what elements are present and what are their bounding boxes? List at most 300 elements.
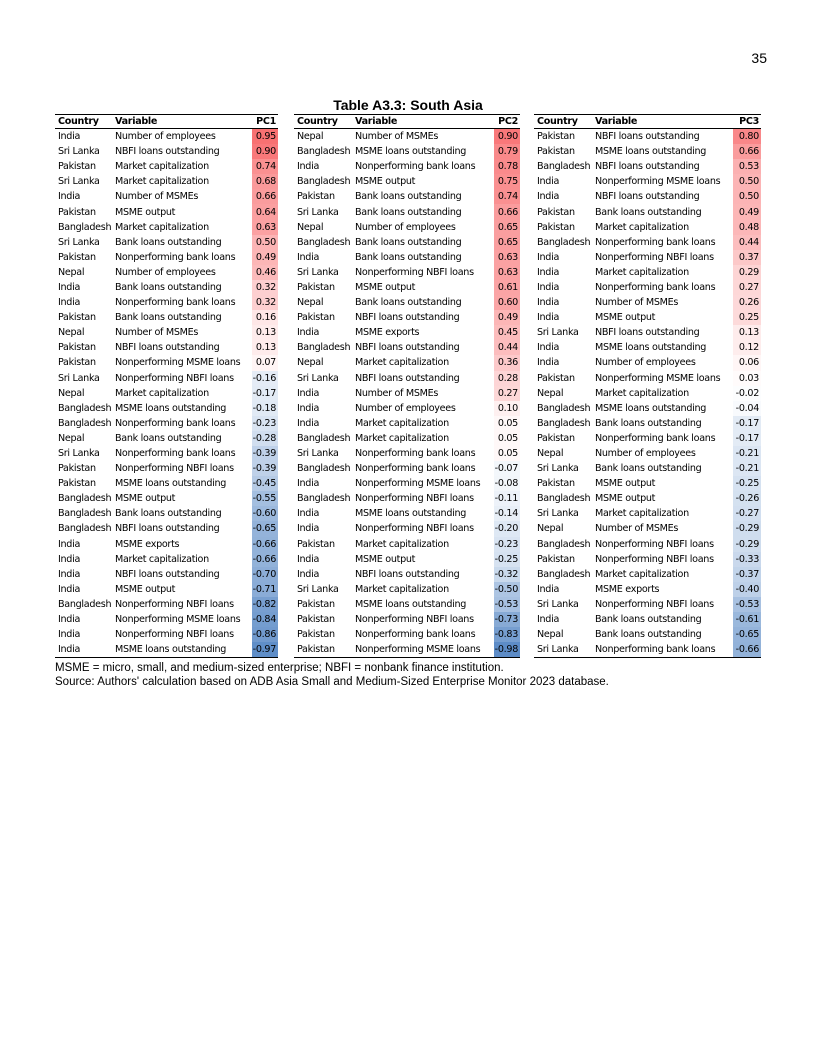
loading-value-cell: 0.28 <box>494 371 520 386</box>
variable-cell: NBFI loans outstanding <box>355 568 460 580</box>
table-row <box>294 552 520 567</box>
loading-value-cell: 0.49 <box>494 310 520 325</box>
loading-value-cell: 0.13 <box>252 325 278 340</box>
variable-cell: Market capitalization <box>595 221 689 233</box>
country-cell: India <box>297 553 320 565</box>
country-cell: Bangladesh <box>537 493 591 505</box>
loading-value-cell: -0.71 <box>252 582 278 597</box>
loading-value-cell: 0.63 <box>494 265 520 280</box>
table-row <box>294 295 520 310</box>
country-cell: Pakistan <box>58 478 96 490</box>
country-cell: Nepal <box>58 327 85 339</box>
loading-value-cell: 0.74 <box>494 189 520 204</box>
loading-value-cell: 0.27 <box>733 280 761 295</box>
variable-cell: Nonperforming NBFI loans <box>595 538 714 550</box>
variable-cell: Market capitalization <box>355 417 449 429</box>
country-cell: India <box>58 568 81 580</box>
loading-value-cell: -0.39 <box>252 446 278 461</box>
table-row <box>534 401 761 416</box>
table-row <box>534 371 761 386</box>
variable-cell: NBFI loans outstanding <box>115 523 220 535</box>
loading-value-cell: -0.17 <box>733 431 761 446</box>
table-row <box>55 642 278 658</box>
loading-value-cell: -0.50 <box>494 582 520 597</box>
variable-cell: MSME loans outstanding <box>595 146 707 158</box>
country-cell: Sri Lanka <box>58 372 100 384</box>
loading-value-cell: 0.75 <box>494 174 520 189</box>
country-cell: Nepal <box>537 523 564 535</box>
country-cell: Sri Lanka <box>537 327 579 339</box>
country-cell: India <box>537 312 560 324</box>
variable-cell: NBFI loans outstanding <box>115 342 220 354</box>
table-row <box>534 506 761 521</box>
table-row <box>55 159 278 174</box>
variable-cell: NBFI loans outstanding <box>115 146 220 158</box>
table-row <box>55 506 278 521</box>
table-row <box>534 144 761 159</box>
loading-value-cell: 0.66 <box>494 204 520 219</box>
variable-cell: Nonperforming bank loans <box>595 281 716 293</box>
country-cell: Sri Lanka <box>537 463 579 475</box>
table-row <box>294 280 520 295</box>
table-row <box>534 582 761 597</box>
table-row <box>294 491 520 506</box>
country-cell: India <box>537 266 560 278</box>
variable-cell: Nonperforming bank loans <box>115 448 236 460</box>
variable-cell: MSME loans outstanding <box>355 598 467 610</box>
table-row <box>534 461 761 476</box>
table-row <box>294 446 520 461</box>
variable-cell: MSME output <box>115 583 176 595</box>
table-row <box>294 612 520 627</box>
country-cell: Pakistan <box>537 206 575 218</box>
country-cell: Pakistan <box>297 598 335 610</box>
variable-cell: Market capitalization <box>355 432 449 444</box>
table-row <box>55 355 278 370</box>
variable-cell: Nonperforming bank loans <box>592 642 733 658</box>
country-cell: India <box>537 191 560 203</box>
variable-cell: Number of employees <box>115 266 216 278</box>
country-cell: India <box>58 583 81 595</box>
variable-cell: MSME output <box>595 493 656 505</box>
country-cell: India <box>537 176 560 188</box>
variable-cell: MSME exports <box>595 583 660 595</box>
variable-cell: Market capitalization <box>115 387 209 399</box>
pc2-loadings-table <box>294 114 520 658</box>
loading-value-cell: -0.25 <box>494 552 520 567</box>
country-cell: Pakistan <box>297 629 335 641</box>
loading-value-cell: -0.40 <box>733 582 761 597</box>
variable-cell: Nonperforming NBFI loans <box>595 251 714 263</box>
variable-cell: NBFI loans outstanding <box>595 161 700 173</box>
variable-cell: Market capitalization <box>355 357 449 369</box>
variable-cell: Number of MSMEs <box>115 327 199 339</box>
country-cell: Sri Lanka <box>58 176 100 188</box>
table-row <box>294 582 520 597</box>
loading-value-cell: -0.86 <box>252 627 278 642</box>
table-row <box>55 144 278 159</box>
loading-value-cell: -0.28 <box>252 431 278 446</box>
country-cell: India <box>297 327 320 339</box>
table-row <box>55 521 278 536</box>
country-cell: Bangladesh <box>537 417 591 429</box>
country-cell: India <box>297 523 320 535</box>
table-row <box>294 627 520 642</box>
loading-value-cell: -0.21 <box>733 446 761 461</box>
variable-cell: Nonperforming NBFI loans <box>115 598 234 610</box>
variable-cell: Number of MSMEs <box>595 523 679 535</box>
table-row <box>534 431 761 446</box>
variable-cell: MSME exports <box>115 538 180 550</box>
loading-value-cell: -0.98 <box>494 642 520 658</box>
country-cell: Pakistan <box>297 281 335 293</box>
variable-cell: MSME loans outstanding <box>355 508 467 520</box>
country-cell: Nepal <box>537 629 564 641</box>
loading-value-cell: 0.78 <box>494 159 520 174</box>
table-row <box>55 446 278 461</box>
variable-cell: Nonperforming MSME loans <box>595 176 721 188</box>
country-cell: Bangladesh <box>58 508 112 520</box>
country-cell: India <box>58 281 81 293</box>
country-cell: Nepal <box>58 266 85 278</box>
variable-cell: Nonperforming bank loans <box>355 463 476 475</box>
country-cell: Nepal <box>297 297 324 309</box>
loading-value-cell: 0.65 <box>494 220 520 235</box>
country-header: Country <box>55 115 112 129</box>
country-cell: Sri Lanka <box>58 236 100 248</box>
variable-cell: NBFI loans outstanding <box>595 327 700 339</box>
variable-cell: Nonperforming NBFI loans <box>115 372 234 384</box>
pc1-loadings-table <box>55 114 278 658</box>
table-row <box>55 582 278 597</box>
table-row <box>294 506 520 521</box>
loading-value-cell: 0.37 <box>733 250 761 265</box>
variable-cell: Nonperforming MSME loans <box>595 372 721 384</box>
table-row <box>55 567 278 582</box>
table-row <box>55 537 278 552</box>
variable-cell: Bank loans outstanding <box>115 236 222 248</box>
variable-cell: Nonperforming NBFI loans <box>355 266 474 278</box>
table-row <box>294 371 520 386</box>
loading-value-cell: 0.06 <box>733 355 761 370</box>
loading-value-cell: 0.45 <box>494 325 520 340</box>
table-row <box>55 250 278 265</box>
table-row <box>55 416 278 431</box>
loading-value-cell: 0.61 <box>494 280 520 295</box>
country-cell: Bangladesh <box>537 161 591 173</box>
country-cell: India <box>58 297 81 309</box>
country-cell: Bangladesh <box>58 493 112 505</box>
country-cell: Sri Lanka <box>534 642 592 658</box>
loading-value-cell: 0.32 <box>252 295 278 310</box>
table-row <box>55 386 278 401</box>
country-cell: Pakistan <box>294 642 352 658</box>
variable-cell: Nonperforming NBFI loans <box>355 493 474 505</box>
variable-cell: Nonperforming bank loans <box>115 251 236 263</box>
loading-value-cell: -0.37 <box>733 567 761 582</box>
variable-cell: Nonperforming bank loans <box>115 417 236 429</box>
country-cell: India <box>537 281 560 293</box>
variable-cell: Nonperforming MSME loans <box>115 614 241 626</box>
loading-value-cell: -0.32 <box>494 567 520 582</box>
variable-cell: Nonperforming NBFI loans <box>115 629 234 641</box>
country-cell: Pakistan <box>58 161 96 173</box>
table-row <box>534 340 761 355</box>
variable-cell: Bank loans outstanding <box>595 463 702 475</box>
loading-value-cell: -0.02 <box>733 386 761 401</box>
table-row <box>534 250 761 265</box>
loading-value-cell: -0.60 <box>252 506 278 521</box>
table-title: Table A3.3: South Asia <box>333 97 483 113</box>
country-cell: India <box>297 508 320 520</box>
variable-cell: Bank loans outstanding <box>595 629 702 641</box>
table-row <box>294 174 520 189</box>
country-cell: Bangladesh <box>537 538 591 550</box>
table-row <box>294 537 520 552</box>
country-cell: Sri Lanka <box>58 146 100 158</box>
table-row <box>55 552 278 567</box>
variable-cell: Nonperforming NBFI loans <box>355 614 474 626</box>
loading-value-cell: -0.66 <box>252 552 278 567</box>
table-row <box>55 597 278 612</box>
loading-value-cell: -0.20 <box>494 521 520 536</box>
country-cell: Bangladesh <box>297 463 351 475</box>
loading-value-cell: -0.29 <box>733 537 761 552</box>
table-row <box>294 159 520 174</box>
loading-value-cell: -0.84 <box>252 612 278 627</box>
table-row <box>55 129 278 145</box>
loading-value-cell: 0.46 <box>252 265 278 280</box>
variable-cell: Bank loans outstanding <box>595 614 702 626</box>
country-cell: Pakistan <box>537 221 575 233</box>
country-cell: India <box>55 642 112 658</box>
country-cell: Pakistan <box>537 478 575 490</box>
table-row <box>294 476 520 491</box>
table-notes <box>55 661 609 689</box>
table-row <box>534 159 761 174</box>
table-row <box>294 597 520 612</box>
table-row <box>55 204 278 219</box>
country-cell: India <box>537 342 560 354</box>
variable-cell: MSME loans outstanding <box>115 478 227 490</box>
variable-cell: Nonperforming bank loans <box>115 297 236 309</box>
country-cell: Bangladesh <box>58 417 112 429</box>
country-cell: Nepal <box>58 432 85 444</box>
table-row <box>534 416 761 431</box>
variable-cell: Nonperforming NBFI loans <box>355 523 474 535</box>
table-row <box>534 220 761 235</box>
loading-value-cell: 0.07 <box>252 355 278 370</box>
country-cell: Nepal <box>297 221 324 233</box>
loading-value-cell: 0.74 <box>252 159 278 174</box>
loading-value-cell: 0.10 <box>494 401 520 416</box>
loading-value-cell: -0.53 <box>494 597 520 612</box>
table-row <box>55 461 278 476</box>
table-row <box>294 189 520 204</box>
loading-value-cell: -0.04 <box>733 401 761 416</box>
variable-cell: Number of MSMEs <box>355 387 439 399</box>
loading-value-cell: -0.23 <box>252 416 278 431</box>
table-row <box>294 386 520 401</box>
table-row <box>294 220 520 235</box>
country-cell: Pakistan <box>537 432 575 444</box>
loading-value-cell: 0.49 <box>733 204 761 219</box>
table-row <box>534 491 761 506</box>
loading-value-cell: 0.03 <box>733 371 761 386</box>
country-cell: India <box>537 357 560 369</box>
loading-value-cell: 0.53 <box>733 159 761 174</box>
variable-cell: NBFI loans outstanding <box>115 568 220 580</box>
loading-value-cell: 0.26 <box>733 295 761 310</box>
loading-value-cell: -0.17 <box>252 386 278 401</box>
country-cell: India <box>297 568 320 580</box>
country-cell: Nepal <box>537 448 564 460</box>
country-cell: Pakistan <box>297 191 335 203</box>
table-row <box>534 642 761 658</box>
country-cell: Pakistan <box>297 614 335 626</box>
country-cell: India <box>58 614 81 626</box>
loading-value-cell: -0.18 <box>252 401 278 416</box>
table-row <box>534 597 761 612</box>
loading-value-cell: 0.48 <box>733 220 761 235</box>
variable-cell: MSME loans outstanding <box>355 146 467 158</box>
table-row <box>55 174 278 189</box>
table-row <box>534 627 761 642</box>
country-cell: Pakistan <box>537 146 575 158</box>
country-cell: Bangladesh <box>537 402 591 414</box>
loading-value-cell: -0.73 <box>494 612 520 627</box>
table-row <box>534 129 761 145</box>
country-cell: Nepal <box>297 357 324 369</box>
country-cell: Pakistan <box>537 131 575 143</box>
country-cell: Bangladesh <box>58 598 112 610</box>
table-row <box>55 431 278 446</box>
variable-cell: Nonperforming bank loans <box>355 448 476 460</box>
loading-value-cell: 0.66 <box>252 189 278 204</box>
variable-cell: Market capitalization <box>595 568 689 580</box>
loading-value-cell: 0.50 <box>252 235 278 250</box>
table-row <box>294 567 520 582</box>
country-header: Country <box>294 115 352 129</box>
country-cell: Bangladesh <box>297 493 351 505</box>
variable-cell: Nonperforming bank loans <box>355 629 476 641</box>
loading-value-cell: 0.25 <box>733 310 761 325</box>
variable-cell: MSME output <box>115 206 176 218</box>
country-cell: Sri Lanka <box>58 448 100 460</box>
loading-value-cell: 0.05 <box>494 431 520 446</box>
loading-value-cell: -0.11 <box>494 491 520 506</box>
abbreviations-note: MSME = micro, small, and medium-sized enterprise; NBFI = nonbank finance institution. <box>55 662 504 674</box>
variable-cell: Number of MSMEs <box>595 297 679 309</box>
variable-cell: Number of employees <box>355 402 456 414</box>
table-row <box>294 431 520 446</box>
table-row <box>534 310 761 325</box>
loading-value-cell: 0.66 <box>733 144 761 159</box>
variable-cell: Market capitalization <box>595 266 689 278</box>
country-cell: Sri Lanka <box>297 372 339 384</box>
table-row <box>534 355 761 370</box>
table-row <box>55 265 278 280</box>
variable-cell: Nonperforming bank loans <box>595 236 716 248</box>
table-row <box>534 552 761 567</box>
table-row <box>294 461 520 476</box>
country-cell: Nepal <box>537 387 564 399</box>
variable-cell: Nonperforming NBFI loans <box>595 553 714 565</box>
loading-value-cell: -0.83 <box>494 627 520 642</box>
variable-cell: Market capitalization <box>595 387 689 399</box>
variable-cell: Bank loans outstanding <box>595 417 702 429</box>
loading-value-cell: -0.61 <box>733 612 761 627</box>
country-cell: Bangladesh <box>58 402 112 414</box>
loading-value-cell: 0.49 <box>252 250 278 265</box>
country-cell: Bangladesh <box>58 523 112 535</box>
country-cell: India <box>58 629 81 641</box>
table-row <box>534 325 761 340</box>
loading-header: PC3 <box>733 115 761 129</box>
table-row <box>55 220 278 235</box>
loading-value-cell: -0.21 <box>733 461 761 476</box>
table-row <box>294 325 520 340</box>
table-row <box>534 265 761 280</box>
table-row <box>55 310 278 325</box>
variable-cell: Number of employees <box>115 131 216 143</box>
loading-value-cell: 0.63 <box>494 250 520 265</box>
country-cell: Bangladesh <box>297 236 351 248</box>
loading-value-cell: -0.14 <box>494 506 520 521</box>
pc3-loadings-table <box>534 114 761 658</box>
loading-value-cell: 0.80 <box>733 129 761 145</box>
loading-value-cell: 0.63 <box>252 220 278 235</box>
loading-value-cell: -0.66 <box>733 642 761 658</box>
variable-cell: Market capitalization <box>355 583 449 595</box>
variable-cell: Nonperforming MSME loans <box>355 478 481 490</box>
country-cell: Pakistan <box>58 357 96 369</box>
loading-value-cell: -0.65 <box>733 627 761 642</box>
variable-cell: Nonperforming bank loans <box>595 432 716 444</box>
variable-cell: Bank loans outstanding <box>595 206 702 218</box>
table-row <box>534 521 761 536</box>
country-cell: Bangladesh <box>297 146 351 158</box>
table-row <box>534 235 761 250</box>
variable-cell: Number of MSMEs <box>115 191 199 203</box>
variable-cell: MSME output <box>595 312 656 324</box>
variable-cell: MSME output <box>355 176 416 188</box>
table-row <box>534 567 761 582</box>
country-cell: India <box>58 538 81 550</box>
variable-cell: Nonperforming bank loans <box>355 161 476 173</box>
loading-value-cell: -0.53 <box>733 597 761 612</box>
loading-value-cell: 0.29 <box>733 265 761 280</box>
variable-cell: Market capitalization <box>355 538 449 550</box>
country-cell: Sri Lanka <box>537 598 579 610</box>
table-row <box>534 295 761 310</box>
country-cell: Pakistan <box>297 538 335 550</box>
country-cell: India <box>297 387 320 399</box>
loading-value-cell: 0.95 <box>252 129 278 145</box>
variable-cell: Bank loans outstanding <box>355 236 462 248</box>
variable-cell: NBFI loans outstanding <box>355 372 460 384</box>
country-cell: Pakistan <box>58 463 96 475</box>
table-row <box>534 174 761 189</box>
loading-value-cell: 0.05 <box>494 416 520 431</box>
country-cell: Pakistan <box>297 312 335 324</box>
country-cell: Nepal <box>58 387 85 399</box>
country-cell: Pakistan <box>58 312 96 324</box>
variable-cell: Bank loans outstanding <box>115 508 222 520</box>
table-row <box>294 355 520 370</box>
loading-value-cell: -0.08 <box>494 476 520 491</box>
loading-value-cell: -0.26 <box>733 491 761 506</box>
